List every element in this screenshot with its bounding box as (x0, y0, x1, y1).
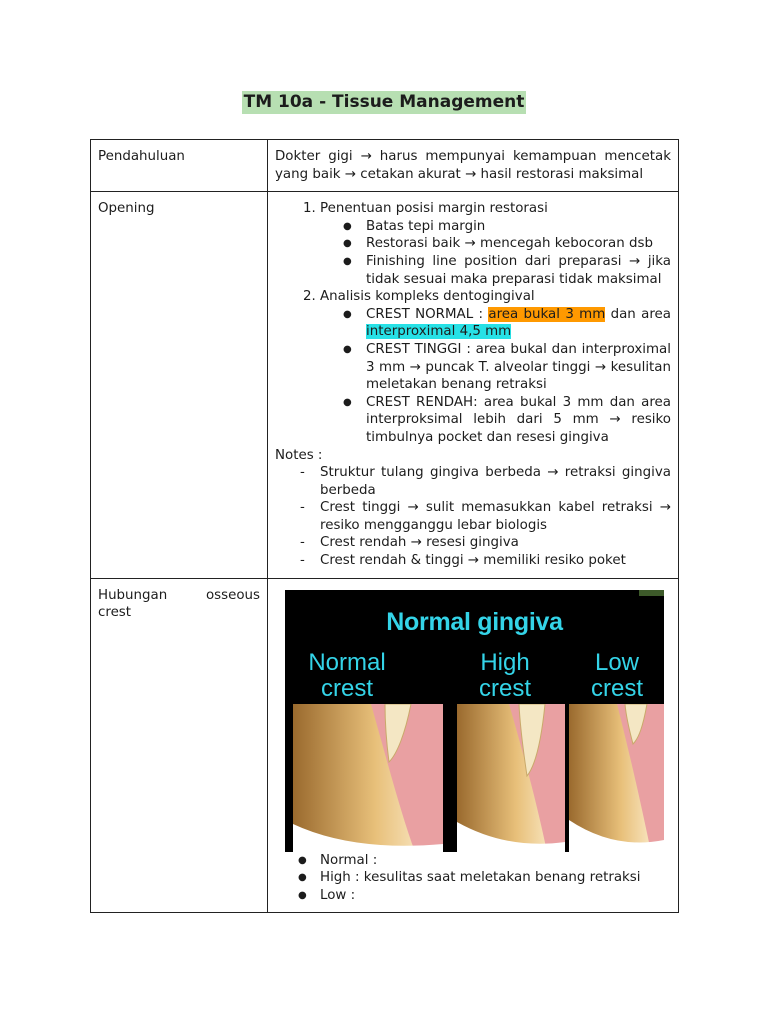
opening-content (268, 192, 679, 578)
notes-label: Notes : (275, 447, 323, 463)
row-label-osseous (91, 578, 268, 913)
list-item: ● Low : (320, 887, 671, 905)
image-corner-mark (639, 590, 664, 596)
item2-bullets (320, 306, 671, 447)
content-table (90, 139, 679, 913)
table-row-osseous (91, 578, 679, 913)
document-title-wrap (0, 92, 768, 112)
normal-gingiva-image (285, 590, 664, 852)
table-row-opening (91, 192, 679, 578)
document-title: TM 10a - Tissue Management (243, 92, 525, 112)
osseous-content (268, 578, 679, 913)
list-item (320, 200, 671, 288)
list-item: ● High : kesulitas saat meletakan benang retraksi (320, 869, 671, 887)
list-item: ● Finishing line position dari preparasi → jika tidak sesuai maka preparasi tidak maksimal (366, 253, 671, 288)
list-item: ● Normal : (320, 852, 671, 870)
list-item: - Crest rendah → resesi gingiva (320, 534, 671, 552)
row-label-opening: Opening (91, 192, 268, 578)
figure-label-normal: Normal crest (308, 648, 386, 702)
list-item: ● Restorasi baik → mencegah kebocoran dsb (366, 235, 671, 253)
list-item: ● Batas tepi margin (366, 218, 671, 236)
highlight-bukal: area bukal 3 mm (488, 306, 606, 322)
osseous-label-line2: crest (98, 605, 132, 621)
osseous-label-word2: osseous (205, 587, 260, 603)
list-item: - Struktur tulang gingiva berbeda → retraksi gingiva berbeda (320, 464, 671, 499)
figure-title: Normal gingiva (386, 607, 563, 636)
crest-tinggi-item: ● CREST TINGGI : area bukal dan interproximal 3 mm → puncak T. alveolar tinggi → kesulitan meletakan benang retraksi (366, 341, 671, 394)
crest-normal-prefix: CREST NORMAL : (366, 306, 489, 322)
row-label-pendahuluan: Pendahuluan (91, 140, 268, 192)
crest-normal-item (366, 306, 671, 341)
osseous-label-word1: Hubungan (98, 587, 168, 603)
figure-label-high: High crest (478, 648, 531, 702)
list-item (320, 288, 671, 446)
panel-low-crest (569, 704, 664, 852)
list-item: - Crest rendah & tinggi → memiliki resiko poket (320, 552, 671, 570)
item2-text: Analisis kompleks dentogingival (320, 289, 535, 305)
panel-normal-crest (293, 704, 443, 852)
item1-bullets (320, 218, 671, 288)
osseous-bullets (275, 852, 671, 905)
panel-high-crest (457, 704, 565, 852)
highlight-interproximal: interproximal 4,5 mm (366, 324, 512, 340)
notes-list (275, 464, 671, 570)
pendahuluan-text: Dokter gigi → harus mempunyai kemampuan mencetak yang baik → cetakan akurat → hasil restorasi maksimal (268, 140, 679, 192)
item1-text: Penentuan posisi margin restorasi (320, 201, 548, 217)
table-row-pendahuluan (91, 140, 679, 192)
figure-label-low: Low crest (590, 648, 643, 702)
crest-normal-middle: dan area (605, 306, 671, 322)
list-item: - Crest tinggi → sulit memasukkan kabel retraksi → resiko mengganggu lebar biologis (320, 499, 671, 534)
crest-rendah-item: ● CREST RENDAH: area bukal 3 mm dan area interproksimal lebih dari 5 mm → resiko timbulnya pocket dan resesi gingiva (366, 394, 671, 447)
opening-numbered-list (275, 200, 671, 446)
